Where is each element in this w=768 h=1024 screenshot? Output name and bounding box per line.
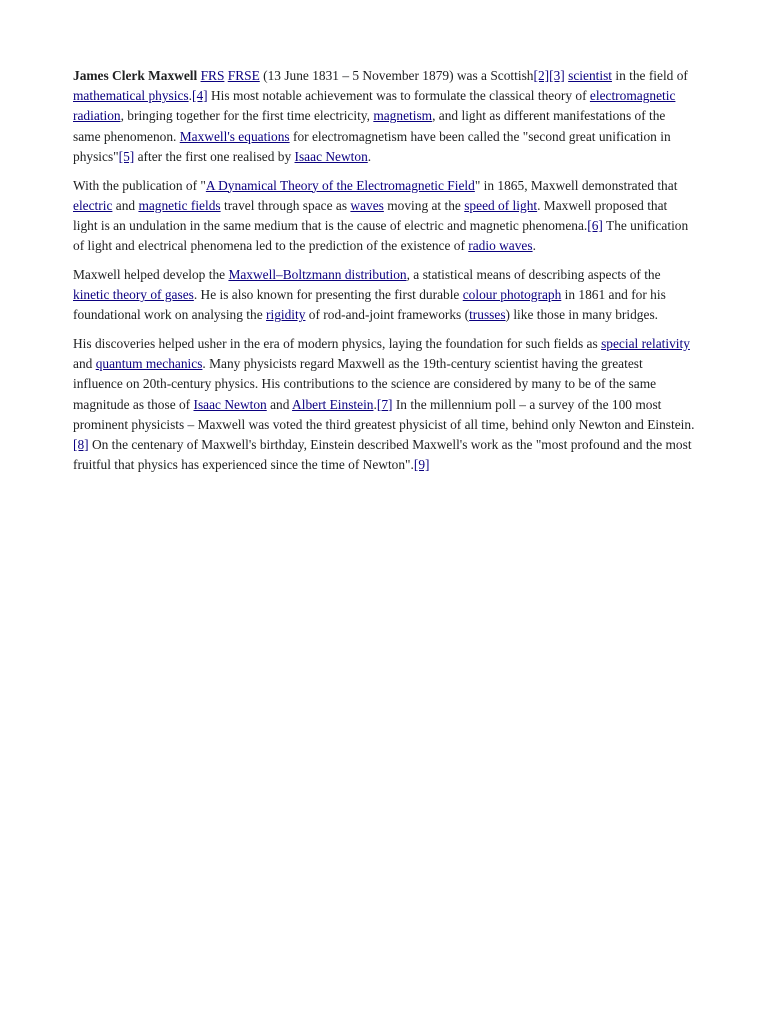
body-text: . Maxwell proposed that light is an undulation in the same medium that is the cause of electric and magnetic phenomena. (73, 197, 668, 233)
link-isaac-newton[interactable]: Isaac Newton (294, 148, 368, 164)
link-8[interactable]: [8] (73, 436, 89, 452)
link-mathematical-physics[interactable]: mathematical physics (73, 88, 189, 104)
link-electric[interactable]: electric (73, 197, 113, 213)
body-text: in 1861 and for his foundational work on analysing the (73, 287, 666, 323)
body-text: . (367, 148, 372, 164)
link-scientist[interactable]: scientist (568, 68, 613, 83)
paragraph-legacy (73, 334, 695, 475)
body-text: Maxwell helped develop the (73, 266, 229, 282)
link-albert-einstein[interactable]: Albert Einstein (292, 396, 374, 412)
body-text: , a statistical means of describing aspects of the (406, 266, 661, 282)
body-text: and (73, 356, 96, 372)
link-special-relativity[interactable]: special relativity (601, 335, 690, 351)
body-text: moving at the (383, 197, 465, 213)
body-text: of rod-and-joint frameworks ( (305, 307, 470, 323)
link-2[interactable]: [2] (533, 68, 550, 83)
link-3[interactable]: [3] (549, 68, 565, 83)
body-text: (13 June 1831 – 5 November 1879) was a Scottish (259, 68, 534, 83)
body-text: . (188, 88, 193, 104)
body-text: The unification of light and electrical phenomena led to the prediction of the existence of (73, 217, 689, 254)
body-text: " in 1865, Maxwell demonstrated that (474, 177, 678, 193)
document-body (73, 66, 695, 484)
link-frs[interactable]: FRS (200, 68, 225, 83)
body-text: in the field of (612, 68, 688, 83)
link-waves[interactable]: waves (350, 197, 384, 213)
link-a-dynamical-theory-of-the-electromagnetic-field[interactable]: A Dynamical Theory of the Electromagnetic Field (205, 177, 475, 193)
body-text: travel through space as (220, 197, 351, 213)
body-text: In the millennium poll – a survey of the 100 most prominent physicists – Maxwell was voted the third greatest physicist of all time, behind only Newton and Einstein. (73, 396, 695, 432)
link-frse[interactable]: FRSE (227, 68, 260, 83)
body-text: for electromagnetism have been called the "second great unification in physics" (73, 128, 671, 164)
body-text: With the publication of " (73, 177, 206, 193)
link-9[interactable]: [9] (413, 457, 430, 473)
body-text: after the first one realised by (134, 148, 295, 164)
body-text: . Many physicists regard Maxwell as the 19th-century scientist having the greatest influence on 20th-century physics. His contributions to the science are considered by many to be of the same magnitude as those of (73, 356, 657, 412)
body-text: , bringing together for the first time electricity, (120, 108, 374, 124)
subject-name: James Clerk Maxwell (73, 68, 198, 83)
paragraph-electromagnetic-theory (73, 176, 695, 257)
body-text: and (112, 197, 139, 213)
link-radio-waves[interactable]: radio waves (468, 238, 533, 254)
body-text: , and light as different manifestations of the same phenomenon. (73, 108, 666, 144)
link-6[interactable]: [6] (587, 217, 603, 233)
link-magnetic-fields[interactable]: magnetic fields (138, 197, 221, 213)
link-7[interactable]: [7] (376, 396, 393, 412)
paragraph-intro (73, 66, 695, 167)
body-text: . (532, 238, 536, 254)
body-text: and (266, 396, 293, 412)
body-text: . (373, 396, 377, 412)
link-5[interactable]: [5] (118, 148, 135, 164)
link-maxwell-s-equations[interactable]: Maxwell's equations (179, 128, 290, 144)
link-kinetic-theory-of-gases[interactable]: kinetic theory of gases (73, 287, 194, 303)
link-rigidity[interactable]: rigidity (266, 307, 306, 323)
body-text: On the centenary of Maxwell's birthday, Einstein described Maxwell's work as the "most profound and the most fruitful that physics has experienced since the time of Newton". (73, 436, 692, 473)
link-colour-photograph[interactable]: colour photograph (462, 287, 562, 303)
link-4[interactable]: [4] (192, 88, 208, 104)
link-maxwell-boltzmann-distribution[interactable]: Maxwell–Boltzmann distribution (228, 266, 407, 282)
link-electromagnetic-radiation[interactable]: electromagnetic radiation (73, 88, 676, 124)
link-speed-of-light[interactable]: speed of light (464, 197, 538, 213)
paragraph-statistical-work (73, 265, 695, 326)
body-text: His most notable achievement was to formulate the classical theory of (207, 88, 590, 104)
link-quantum-mechanics[interactable]: quantum mechanics (95, 356, 203, 372)
body-text: ) like those in many bridges. (505, 307, 659, 323)
body-text: . He is also known for presenting the first durable (193, 287, 463, 303)
link-magnetism[interactable]: magnetism (373, 108, 433, 124)
link-isaac-newton[interactable]: Isaac Newton (193, 396, 267, 412)
link-trusses[interactable]: trusses (469, 307, 506, 323)
body-text: His discoveries helped usher in the era of modern physics, laying the foundation for such fields as (73, 335, 602, 351)
